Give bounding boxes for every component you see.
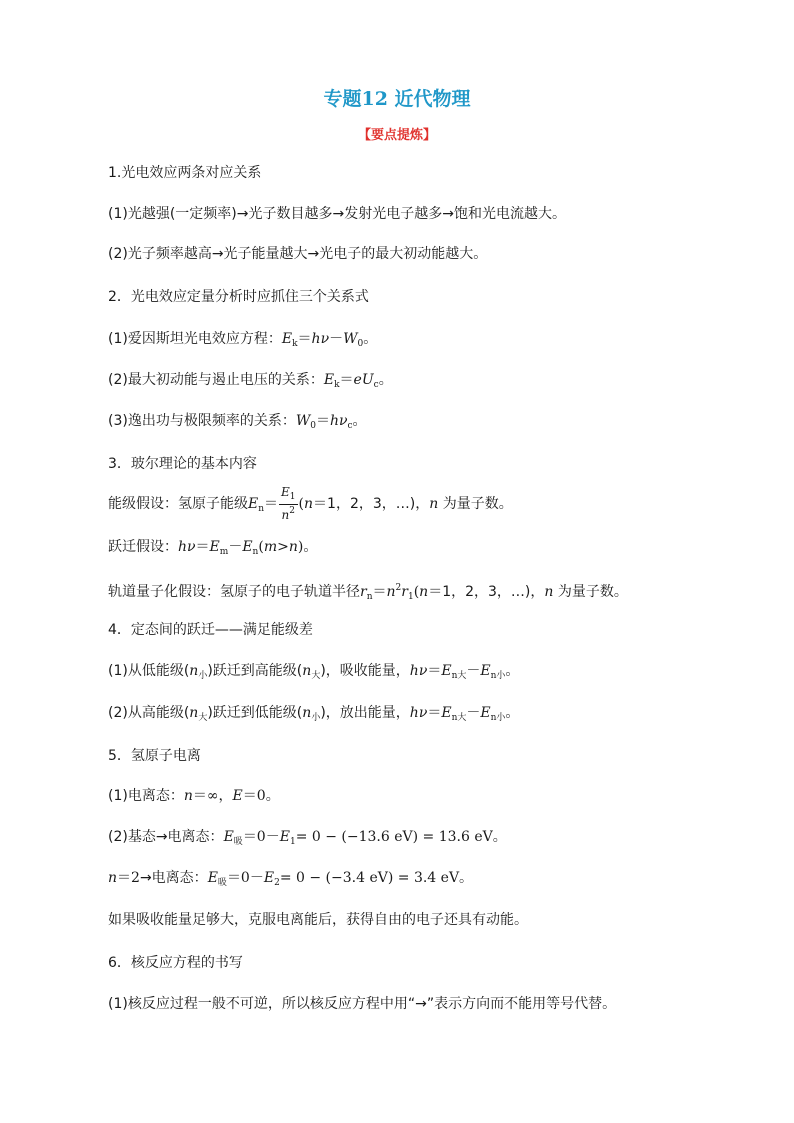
energy-fraction: $\frac{E_1}{n^2}$ xyxy=(281,485,296,522)
page-title: 专题12 近代物理 xyxy=(323,88,471,110)
section-3-line-3: 轨道量子化假设：氢原子的电子轨道半径$r_n=n^2r_1(n=1$，2，3，…)，n 为量子数。 xyxy=(108,583,628,602)
section-2-line-3: (3)逸出功与极限频率的关系：$W_0=h\nu_c$。 xyxy=(108,413,367,431)
section-2-line-2: (2)最大初动能与遏止电压的关系：$E_k=eU_c$。 xyxy=(108,372,393,390)
section-label: 【要点提炼】 xyxy=(357,128,436,143)
section-1-line-2: (2)光子频率越高→光子能量越大→光电子的最大初动能越大。 xyxy=(108,246,488,262)
section-3-heading: 3．玻尔理论的基本内容 xyxy=(108,456,257,472)
section-4-line-2: (2)从高能级$(n_大)$跃迁到低能级$(n_小)$，放出能量，$h\nu=E_{n大}-E_{n小}$。 xyxy=(108,705,520,723)
section-4-heading: 4．定态间的跃迁——满足能级差 xyxy=(108,622,313,638)
section-5-line-2: (2)基态→电离态：$E_吸=0-E_1= 0 - (-13.6$ eV) = 13.6 eV。 xyxy=(108,829,507,847)
section-6-heading: 6．核反应方程的书写 xyxy=(108,955,243,971)
section-6-line-1: (1)核反应过程一般不可逆，所以核反应方程中用“→”表示方向而不能用等号代替。 xyxy=(108,996,617,1012)
section-5-note: 如果吸收能量足够大，克服电离能后，获得自由的电子还具有动能。 xyxy=(108,912,528,928)
section-3-line-1: 能级假设：氢原子能级$E_n=$ $\frac{E_1}{n^2}$ (n＝1，2，3，…)，n 为量子数。 xyxy=(108,485,513,522)
section-3-line-2: 跃迁假设：$h\nu=E_m-E_n(m>n)$。 xyxy=(108,539,318,557)
section-1-line-1: (1)光越强(一定频率)→光子数目越多→发射光电子越多→饱和光电流越大。 xyxy=(108,206,566,222)
section-2-heading: 2．光电效应定量分析时应抓住三个关系式 xyxy=(108,289,369,305)
section-4-line-1: (1)从低能级$(n_小)$跃迁到高能级$(n_大)$，吸收能量，$h\nu=E_{n大}-E_{n小}$。 xyxy=(108,663,520,681)
section-1-heading: 1.光电效应两条对应关系 xyxy=(108,165,262,181)
section-2-line-1: (1)爱因斯坦光电效应方程：$E_k=h\nu-W_0$。 xyxy=(108,331,378,349)
section-5-line-3: n＝2→电离态：$E_吸=0-E_2= 0 - (-3.4$ eV) = 3.4 eV。 xyxy=(108,870,474,888)
section-5-line-1: (1)电离态：n＝∞，E＝0。 xyxy=(108,788,280,804)
section-5-heading: 5．氢原子电离 xyxy=(108,748,201,764)
